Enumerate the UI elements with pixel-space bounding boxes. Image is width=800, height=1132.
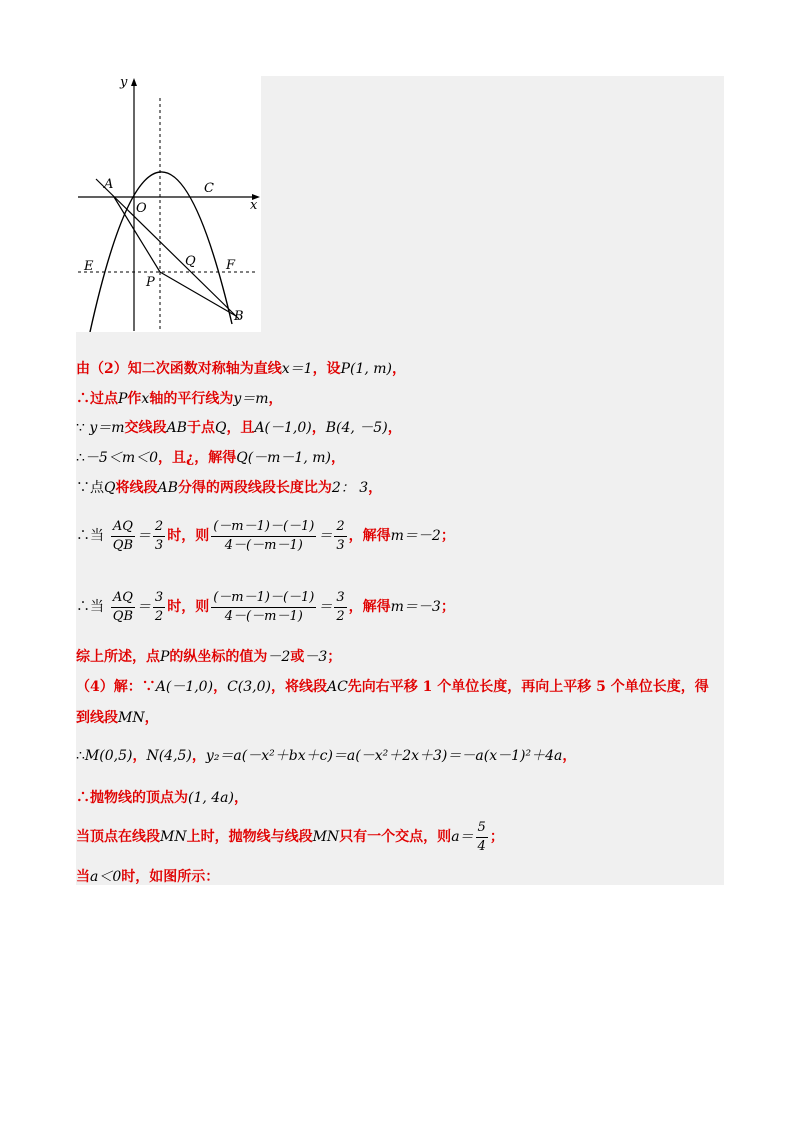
- label-q: Q: [185, 254, 196, 269]
- solution-line-4: ∴－5＜m＜0，且¿，解得Q(－m－1, m)，: [76, 450, 345, 466]
- fraction-equation: $\frac{(-m-1)-(-1)}{4-(-m-1)}$: [213, 518, 315, 553]
- fraction-equation: $\frac{(-m-1)-(-1)}{4-(-m-1)}$: [213, 589, 315, 624]
- label-x: x: [250, 198, 258, 213]
- solution-line-11: ∴M(0,5)，N(4,5)，y₂＝a(－x²＋bx＋c)＝a(－x²＋2x＋3)＝－a(x－1)²＋4a，: [76, 748, 577, 764]
- solution-line-10: 到线段MN，: [76, 710, 159, 726]
- label-c: C: [204, 181, 214, 196]
- label-e: E: [84, 259, 94, 274]
- fraction-result: $\frac{3}{2}$: [336, 589, 345, 624]
- fraction-aq-qb: $\frac{AQ}{QB}$: [112, 518, 133, 553]
- fraction-aq-qb: $\frac{AQ}{QB}$: [112, 589, 133, 624]
- fraction-ratio: $\frac{2}{3}$: [154, 518, 164, 553]
- solution-line-5: ∵点Q将线段AB分得的两段线段长度比为2： 3，: [76, 480, 383, 496]
- label-o: O: [136, 201, 147, 216]
- fraction-five-fourths: $\frac{5}{4}$: [477, 819, 486, 854]
- solution-line-12: ∴抛物线的顶点为(1, 4a)，: [76, 790, 248, 806]
- label-a: A: [104, 177, 114, 192]
- label-b: B: [234, 309, 244, 324]
- solution-line-3: ∵ y＝m交线段AB于点Q，且A(－1,0)，B(4, －5)，: [76, 420, 402, 436]
- parabola-figure: [76, 76, 261, 332]
- solution-line-14: 当a＜0时，如图所示：: [76, 869, 220, 885]
- fraction-ratio: $\frac{3}{2}$: [154, 589, 164, 624]
- label-y: y: [120, 76, 128, 90]
- solution-line-9: （4）解：∵A(－1,0)，C(3,0)，将线段AC先向右平移 1 个单位长度，再向上平移 5 个单位长度，得: [76, 679, 709, 695]
- solution-line-6: ∴当 $\frac{AQ}{QB}$ ＝ $\frac{2}{3}$ 时，则 $\frac{(-m-1)-(-1)}{4-(-m-1)}$ ＝ $\frac{2}{3}$ ，解得m＝－2；: [76, 518, 455, 553]
- fraction-result: $\frac{2}{3}$: [336, 518, 345, 553]
- label-f: F: [226, 258, 236, 273]
- solution-line-2: ∴过点P作x轴的平行线为y＝m，: [76, 391, 283, 407]
- solution-line-13: 当顶点在线段MN上时，抛物线与线段MN只有一个交点，则a＝ $\frac{5}{4}$ ；: [76, 819, 504, 854]
- solution-line-1: 由（2）知二次函数对称轴为直线x＝1，设P(1, m)，: [76, 361, 406, 377]
- label-p: P: [146, 275, 155, 290]
- solution-line-8: 综上所述，点P的纵坐标的值为－2或－3；: [76, 649, 342, 665]
- solution-line-7: ∴当 $\frac{AQ}{QB}$ ＝ $\frac{3}{2}$ 时，则 $\frac{(-m-1)-(-1)}{4-(-m-1)}$ ＝ $\frac{3}{2}$ ，解得m＝－3；: [76, 589, 455, 624]
